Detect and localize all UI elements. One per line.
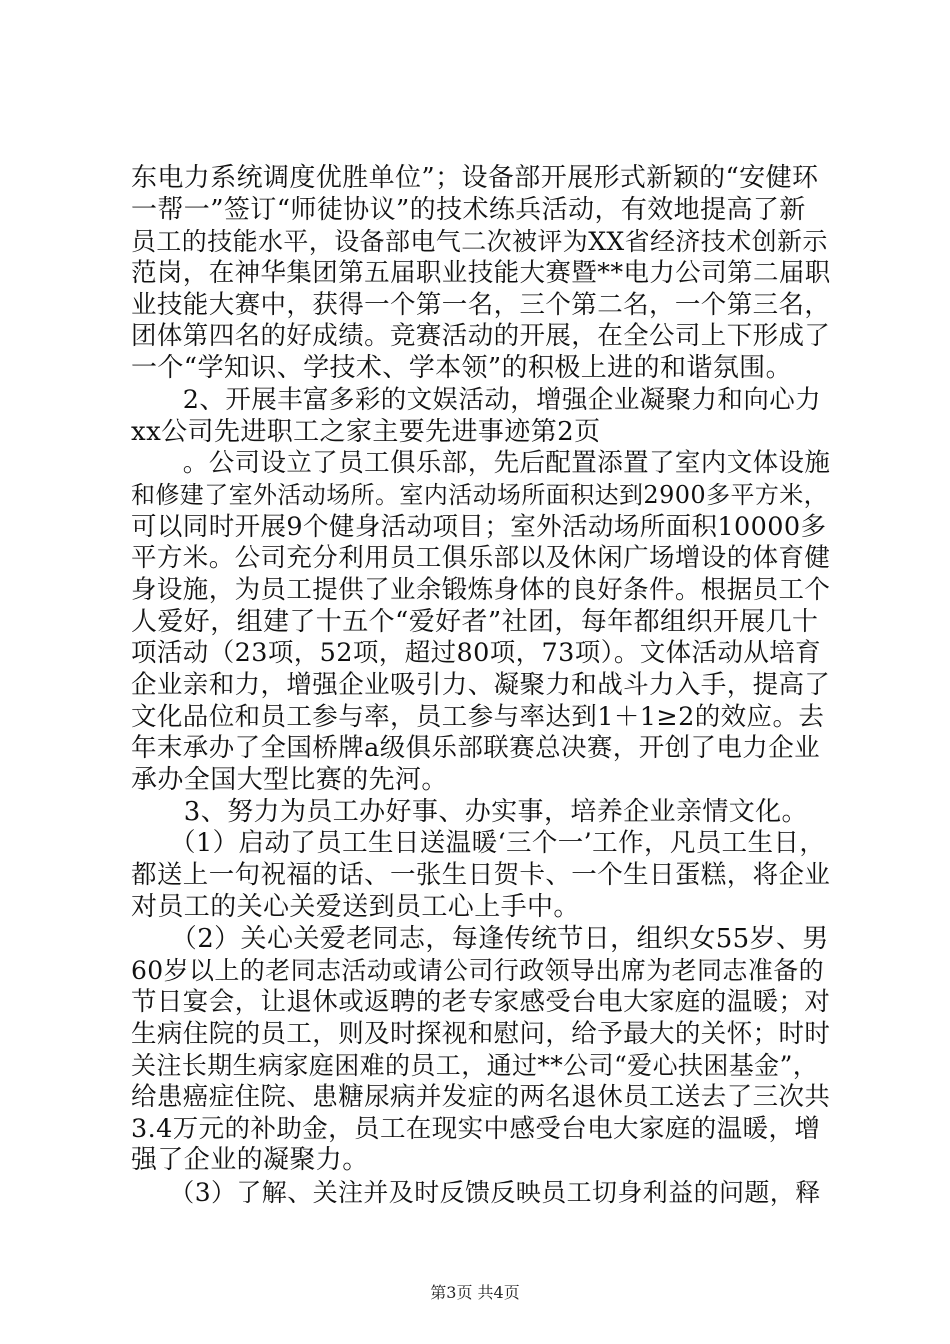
text-line: 东电力系统调度优胜单位”；设备部开展形式新颖的“安健环 xyxy=(131,163,819,193)
text-line: （2）关心关爱老同志，每逢传统节日，组织女55岁、男 xyxy=(131,923,829,954)
text-line: 业技能大赛中，获得一个第一名，三个第二名，一个第三名， xyxy=(131,289,831,320)
text-line: （3）了解、关注并及时反馈反映员工切身利益的问题，释 xyxy=(131,1178,821,1207)
text-line: 对员工的关心关爱送到员工心上手中。 xyxy=(131,891,580,922)
text-line: 节日宴会，让退休或返聘的老专家感受台电大家庭的温暖；对 xyxy=(131,986,831,1017)
text-line: 一个“学知识、学技术、学本领”的积极上进的和谐氛围。 xyxy=(131,353,792,384)
text-line: 团体第四名的好成绩。竞赛活动的开展，在全公司上下形成了 xyxy=(131,321,831,352)
text-line: 人爱好，组建了十五个“爱好者”社团，每年都组织开展几十 xyxy=(131,606,819,637)
text-line: 和修建了室外活动场所。室内活动场所面积达到2900多平方米， xyxy=(131,480,829,509)
text-line: 3、努力为员工办好事、办实事，培养企业亲情文化。 xyxy=(131,796,808,827)
text-line: 一帮一”签订“师徒协议”的技术练兵活动，有效地提高了新 xyxy=(131,194,806,225)
text-line: 强了企业的凝聚力。 xyxy=(131,1145,369,1176)
text-line: 企业亲和力，增强企业吸引力、凝聚力和战斗力入手，提高了 xyxy=(131,670,831,700)
text-line: xx公司先进职工之家主要先进事迹第2页 xyxy=(131,416,601,447)
text-line: 关注长期生病家庭困难的员工，通过**公司“爱心扶困基金”， xyxy=(131,1051,819,1081)
text-line: 3.4万元的补助金，员工在现实中感受台电大家庭的温暖，增 xyxy=(131,1113,821,1144)
text-line: 给患癌症住院、患糖尿病并发症的两名退休员工送去了三次共 xyxy=(131,1081,831,1112)
text-line: 员工的技能水平，设备部电气二次被评为XX省经济技术创新示 xyxy=(131,227,828,257)
text-line: 。公司设立了员工俱乐部，先后配置添置了室内文体设施 xyxy=(131,448,831,479)
text-line: 承办全国大型比赛的先河。 xyxy=(131,765,448,796)
text-line: 文化品位和员工参与率，员工参与率达到1＋1≥2的效应。去 xyxy=(131,701,825,732)
text-line: （1）启动了员工生日送温暖‘三个一’工作，凡员工生日， xyxy=(131,828,826,859)
text-line: 生病住院的员工，则及时探视和慰问，给予最大的关怀；时时 xyxy=(131,1018,831,1049)
text-line: 可以同时开展9个健身活动项目；室外活动场所面积10000多 xyxy=(131,511,827,542)
text-line: 平方米。公司充分利用员工俱乐部以及休闲广场增设的体育健 xyxy=(131,543,831,574)
text-line: 项活动（23项，52项，超过80项，73项）。文体活动从培育 xyxy=(131,638,822,669)
text-line: 60岁以上的老同志活动或请公司行政领导出席为老同志准备的 xyxy=(131,956,825,986)
text-line: 身设施，为员工提供了业余锻炼身体的良好条件。根据员工个 xyxy=(131,574,831,605)
page-footer: 第3页 共4页 xyxy=(430,1283,520,1302)
body-text xyxy=(131,163,831,1209)
text-line: 都送上一句祝福的话、一张生日贺卡、一个生日蛋糕，将企业 xyxy=(131,860,831,891)
text-line: 范岗，在神华集团第五届职业技能大赛暨**电力公司第二届职 xyxy=(131,258,831,289)
text-line: 2、开展丰富多彩的文娱活动，增强企业凝聚力和向心力 xyxy=(131,384,822,415)
text-line: 年末承办了全国桥牌a级俱乐部联赛总决赛，开创了电力企业 xyxy=(131,733,821,764)
